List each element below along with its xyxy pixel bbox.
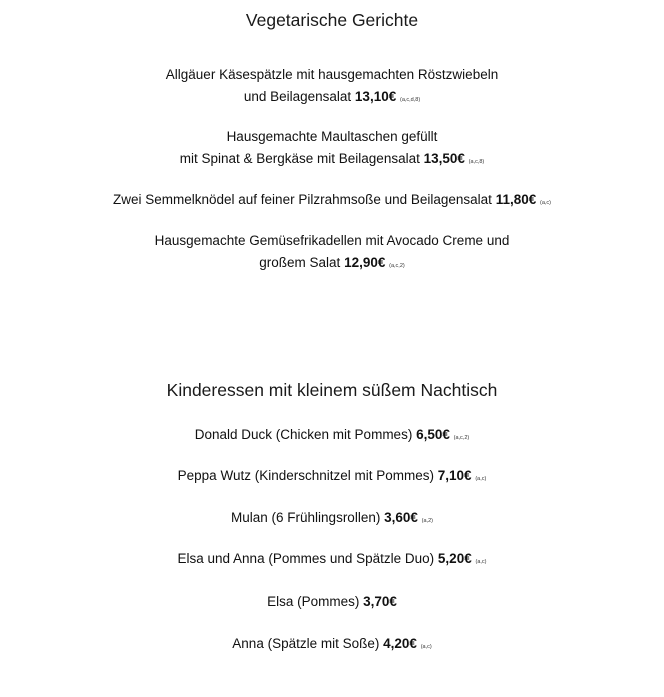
allergen-codes: (a,c) bbox=[475, 476, 487, 482]
menu-item-peppa-wutz bbox=[0, 465, 664, 490]
item-description: Peppa Wutz (Kinderschnitzel mit Pommes) 7,10€ (a,c) bbox=[177, 468, 487, 483]
allergen-codes: (a,c,2) bbox=[453, 435, 470, 441]
item-price: 13,50€ bbox=[423, 151, 465, 166]
item-description: Donald Duck (Chicken mit Pommes) 6,50€ (a,c,2) bbox=[194, 427, 470, 442]
menu-item-mulan bbox=[0, 507, 664, 532]
item-price: 11,80€ bbox=[495, 192, 537, 207]
item-description-cont: und Beilagensalat 13,10€ (a,c,d,8) bbox=[243, 89, 421, 104]
menu-item-kaesespaetzle bbox=[0, 64, 664, 111]
menu-item-anna bbox=[0, 633, 664, 658]
item-price: 13,10€ bbox=[354, 89, 397, 104]
menu-item-semmelknoedel bbox=[0, 189, 664, 214]
menu-item-maultaschen bbox=[0, 126, 664, 173]
item-description: Elsa (Pommes) 3,70€ bbox=[267, 594, 397, 609]
item-price: 3,60€ bbox=[384, 510, 418, 525]
item-description: Anna (Spätzle mit Soße) 4,20€ (a,c) bbox=[232, 636, 432, 651]
item-description-cont: großem Salat 12,90€ (a,c,2) bbox=[259, 255, 405, 270]
allergen-codes: (a,c) bbox=[420, 644, 432, 650]
menu-item-gemuesefrikadellen bbox=[0, 230, 664, 277]
menu-item-elsa-und-anna bbox=[0, 548, 664, 573]
item-description: Zwei Semmelknödel auf feiner Pilzrahmsoße und Beilagensalat 11,80€ (a,c) bbox=[112, 192, 552, 207]
allergen-codes: (a,c,8) bbox=[468, 159, 485, 165]
item-description: Allgäuer Käsespätzle mit hausgemachten Röstzwiebeln bbox=[165, 67, 499, 82]
menu-item-elsa bbox=[0, 591, 664, 613]
item-description: Mulan (6 Frühlingsrollen) 3,60€ (a,2) bbox=[231, 510, 433, 525]
item-price: 7,10€ bbox=[437, 468, 472, 483]
item-price: 12,90€ bbox=[344, 255, 386, 270]
allergen-codes: (a,c,2) bbox=[389, 263, 405, 269]
allergen-codes: (a,c) bbox=[540, 200, 552, 206]
item-price: 3,70€ bbox=[363, 594, 397, 609]
menu-item-donald-duck bbox=[0, 424, 664, 449]
section-title-kids: Kinderessen mit kleinem süßem Nachtisch bbox=[166, 380, 498, 400]
section-title-vegetarian: Vegetarische Gerichte bbox=[245, 10, 419, 30]
item-price: 4,20€ bbox=[383, 636, 417, 651]
item-price: 6,50€ bbox=[416, 427, 450, 442]
item-description: Hausgemachte Maultaschen gefüllt bbox=[226, 129, 438, 144]
item-description: Elsa und Anna (Pommes und Spätzle Duo) 5,20€ (a,c) bbox=[177, 551, 487, 566]
allergen-codes: (a,c) bbox=[475, 559, 487, 565]
item-description-cont: mit Spinat & Bergkäse mit Beilagensalat 13,50€ (a,c,8) bbox=[179, 151, 485, 166]
item-description: Hausgemachte Gemüsefrikadellen mit Avocado Creme und bbox=[154, 233, 510, 248]
allergen-codes: (a,2) bbox=[421, 518, 433, 524]
item-price: 5,20€ bbox=[437, 551, 472, 566]
allergen-codes: (a,c,d,8) bbox=[399, 97, 421, 103]
